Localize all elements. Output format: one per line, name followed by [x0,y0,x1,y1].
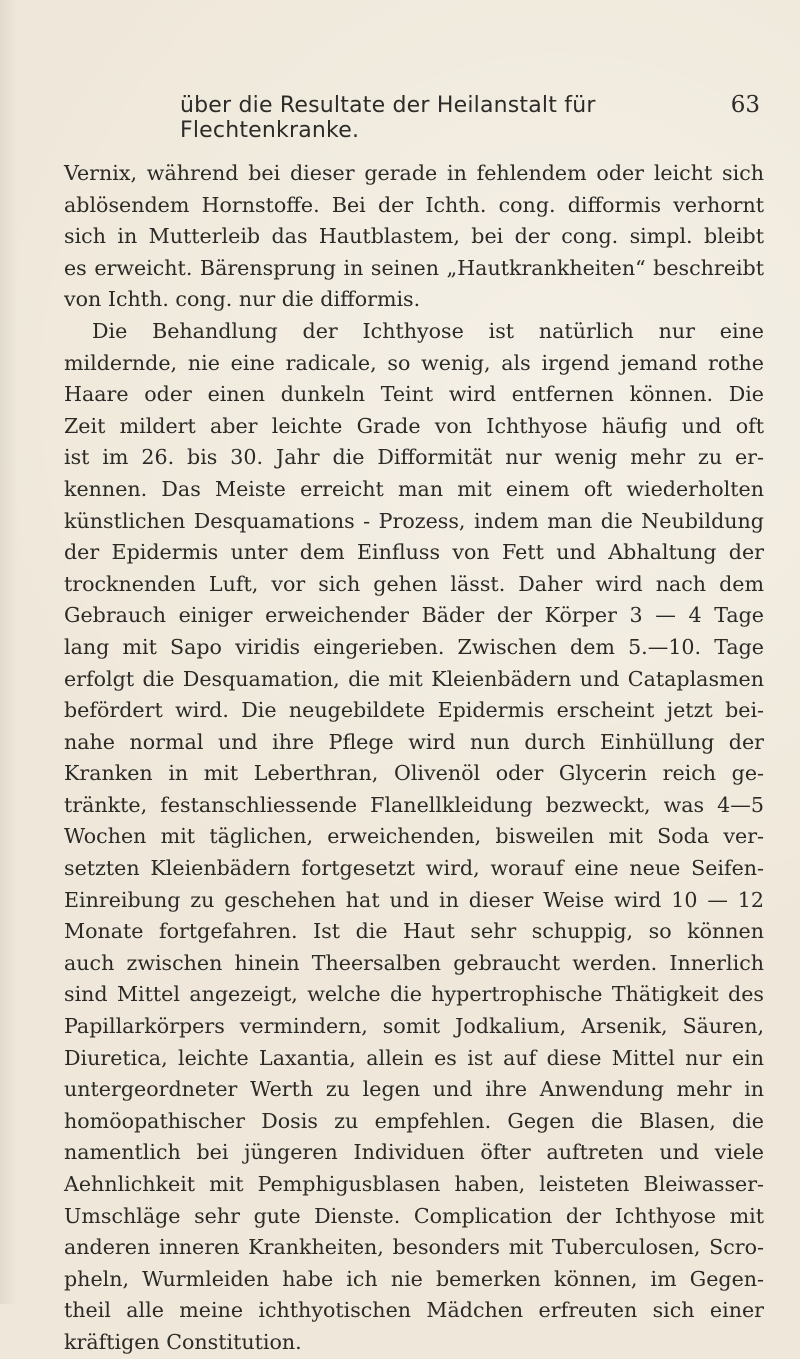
page-header [180,92,760,143]
text-line: auch zwischen hinein Theersalben gebraucht werden. Innerlich [64,950,764,975]
text-line: setzten Kleienbädern fortgesetzt wird, worauf eine neue Seifen- [64,856,764,881]
text-line: Monate fortgefahren. Ist die Haut sehr schuppig, so können [64,919,764,944]
text-line: lang mit Sapo viridis eingerieben. Zwischen dem 5.—10. Tage [64,634,764,659]
text-line: Kranken in mit Leberthran, Olivenöl oder Glycerin reich ge- [64,761,764,786]
text-line: Zeit mildert aber leichte Grade von Ichthyose häufig und oft [64,413,764,438]
text-line: Vernix, während bei dieser gerade in fehlendem oder leicht sich [64,161,764,185]
text-line: kräftigen Constitution. [64,1329,302,1354]
text-line: es erweicht. Bärensprung in seinen „Hautkrankheiten“ beschreibt [64,255,764,280]
text-line: befördert wird. Die neugebildete Epidermis erscheint jetzt bei- [64,698,764,723]
text-line: Wochen mit täglichen, erweichenden, bisweilen mit Soda ver- [64,824,764,849]
text-line: von Ichth. cong. nur die difformis. [64,287,421,312]
text-line: ist im 26. bis 30. Jahr die Difformität nur wenig mehr zu er- [64,445,764,470]
text-line: tränkte, festanschliessende Flanellkleidung bezweckt, was 4—5 [64,792,764,817]
text-line: trocknenden Luft, vor sich gehen lässt. Daher wird nach dem [64,571,764,596]
text-line: Umschläge sehr gute Dienste. Complication der Ichthyose mit [64,1203,764,1228]
text-line: sind Mittel angezeigt, welche die hypertrophische Thätigkeit des [64,982,764,1007]
running-title: über die Resultate der Heilanstalt für Flechtenkranke. [180,93,596,143]
text-line: theil alle meine ichthyotischen Mädchen erfreuten sich einer [64,1298,764,1323]
text-line: Gebrauch einiger erweichender Bäder der Körper 3 — 4 Tage [64,603,764,628]
body-text [64,158,764,1354]
text-line: mildernde, nie eine radicale, so wenig, als irgend jemand rothe [64,350,764,375]
text-line: anderen inneren Krankheiten, besonders mit Tuberculosen, Scro- [64,1235,764,1260]
text-line: namentlich bei jüngeren Individuen öfter auftreten und viele [64,1140,764,1165]
text-line: künstlichen Desquamations - Prozess, indem man die Neubildung [64,508,764,533]
text-line: ablösendem Hornstoffe. Bei der Ichth. cong. difformis verhornt [64,192,764,217]
text-line: Haare oder einen dunkeln Teint wird entfernen können. Die [64,382,764,407]
text-line: Die Behandlung der Ichthyose ist natürlich nur eine [92,318,764,343]
page-number: 63 [730,92,760,118]
text-line: der Epidermis unter dem Einfluss von Fett und Abhaltung der [64,540,764,565]
text-line: untergeordneter Werth zu legen und ihre Anwendung mehr in [64,1077,764,1102]
text-line: erfolgt die Desquamation, die mit Kleienbädern und Cataplasmen [64,666,764,691]
text-line: Diuretica, leichte Laxantia, allein es ist auf diese Mittel nur ein [64,1045,764,1070]
text-line: sich in Mutterleib das Hautblastem, bei der cong. simpl. bleibt [64,224,764,249]
text-line: pheln, Wurmleiden habe ich nie bemerken können, im Gegen- [64,1266,764,1291]
text-line: Aehnlichkeit mit Pemphigusblasen haben, leisteten Bleiwasser- [64,1172,764,1196]
text-line: Einreibung zu geschehen hat und in dieser Weise wird 10 — 12 [64,887,764,912]
text-line: nahe normal und ihre Pflege wird nun durch Einhüllung der [64,729,764,754]
text-line: homöopathischer Dosis zu empfehlen. Gegen die Blasen, die [64,1108,764,1133]
text-line: Papillarkörpers vermindern, somit Jodkalium, Arsenik, Säuren, [64,1014,764,1039]
text-line: kennen. Das Meiste erreicht man mit einem oft wiederholten [64,476,764,501]
